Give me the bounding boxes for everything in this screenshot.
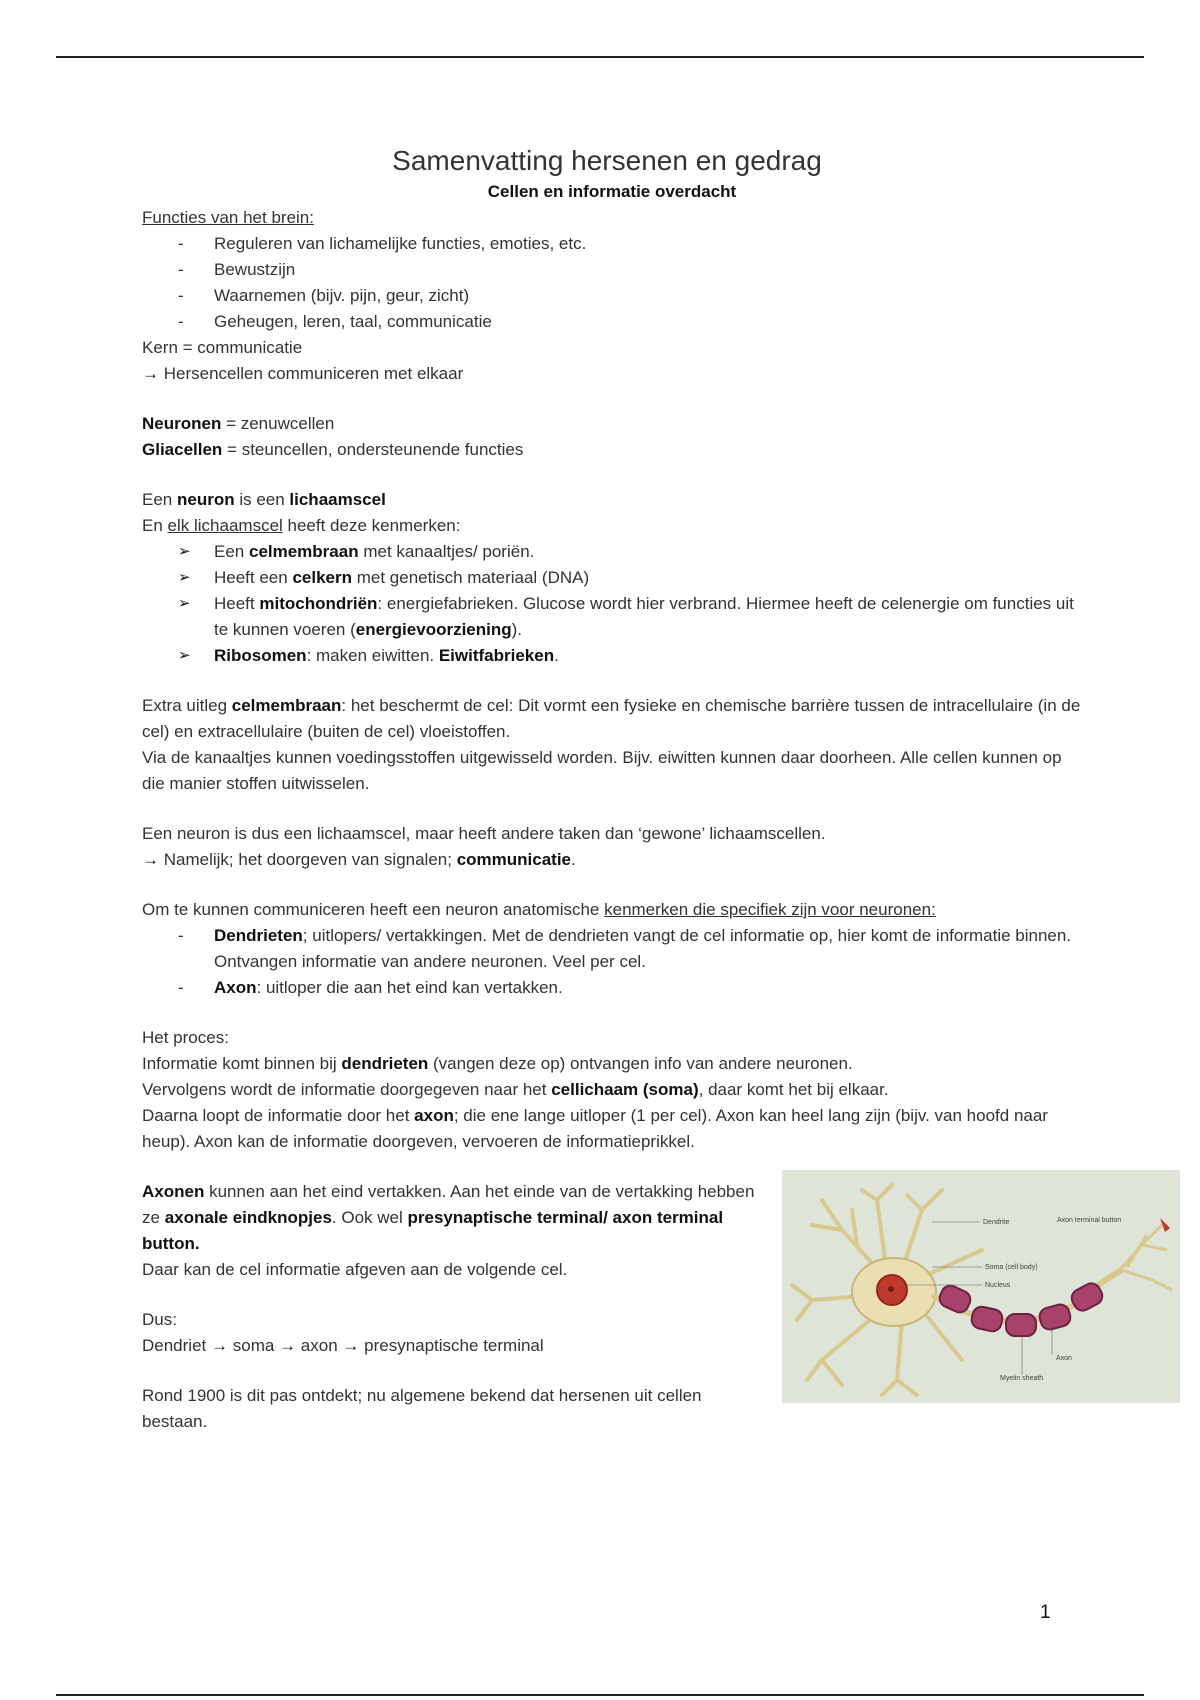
rond-1900: Rond 1900 is dit pas ontdekt; nu algemene bekend dat hersenen uit cellen bestaan.: [142, 1386, 702, 1431]
arrow-icon: →: [279, 1336, 297, 1355]
proces-line-1: Informatie komt binnen bij dendrieten (vangen deze op) ontvangen info van andere neuronen.: [142, 1054, 853, 1073]
list-item: ➢ Heeft een celkern met genetisch materiaal (DNA): [214, 565, 1082, 591]
kern-arrow-line: [142, 361, 1082, 387]
extra-uitleg: Extra uitleg celmembraan: het beschermt de cel: Dit vormt een fysieke en chemische barrière tussen de intracellulaire (in de cel) en extracellulaire (buiten de cel) vloeistoffen.: [142, 696, 1081, 741]
kenmerken-list: [142, 539, 1082, 669]
label-soma: Soma (cell body): [985, 1264, 1038, 1271]
label-myelin: Myelin sheath: [1000, 1375, 1044, 1382]
page-title: Samenvatting hersenen en gedrag: [392, 145, 822, 176]
list-item: - Axon: uitloper die aan het eind kan vertakken.: [214, 975, 1082, 1001]
kern-line: Kern = communicatie: [142, 338, 303, 357]
list-item: - Bewustzijn: [214, 257, 1082, 283]
list-item: ➢ Een celmembraan met kanaaltjes/ poriën.: [214, 539, 1082, 565]
list-item: - Dendrieten; uitlopers/ vertakkingen. Met de dendrieten vangt de cel informatie op, hier komt de informatie binnen. Ontvangen informatie van andere neuronen. Veel per cel.: [214, 923, 1082, 975]
definition: = zenuwcellen: [221, 414, 335, 433]
definition: = steuncellen, ondersteunende functies: [222, 440, 524, 459]
page-number: 1: [1040, 1602, 1051, 1623]
anatomie-list: [142, 923, 1082, 1001]
list-item: ➢ Heeft mitochondriën: energiefabrieken. Glucose wordt hier verbrand. Hiermee heeft de celenergie om functies uit te kunnen voeren (energievoorziening).: [214, 591, 1082, 643]
label-nucleus: Nucleus: [985, 1282, 1011, 1289]
label-dendrite: Dendrite: [983, 1219, 1010, 1226]
dus-chain: Dendriet → soma → axon → presynaptische terminal: [142, 1336, 544, 1355]
kanaaltjes-line: Via de kanaaltjes kunnen voedingsstoffen uitgewisseld worden. Bijv. eiwitten kunnen daar doorheen. Alle cellen kunnen op die manier stoffen uitwisselen.: [142, 748, 1062, 793]
namelijk-line: → Namelijk; het doorgeven van signalen; communicatie.: [142, 850, 576, 869]
label-axon: Axon: [1056, 1355, 1072, 1362]
neuron-dus-line: Een neuron is dus een lichaamscel, maar heeft andere taken dan ‘gewone’ lichaamscellen.: [142, 824, 826, 843]
kenmerken-line: En elk lichaamscel heeft deze kenmerken:: [142, 516, 461, 535]
neuron-illustration: [782, 1170, 1180, 1403]
label-axon-terminal: Axon terminal button: [1057, 1217, 1122, 1224]
dus-heading: Dus:: [142, 1310, 177, 1329]
arrow-icon: →: [342, 1336, 360, 1355]
om-te-line: Om te kunnen communiceren heeft een neuron anatomische kenmerken die specifiek zijn voor neuronen:: [142, 900, 936, 919]
page-subtitle: Cellen en informatie overdacht: [487, 182, 737, 201]
neuronen-line: [142, 411, 1082, 437]
neuron-diagram: [782, 1170, 1180, 1403]
functies-list: [142, 231, 1082, 335]
list-item: - Reguleren van lichamelijke functies, emoties, etc.: [214, 231, 1082, 257]
list-item: ➢ Ribosomen: maken eiwitten. Eiwitfabrieken.: [214, 643, 1082, 669]
myelin-sheath: [937, 1280, 1106, 1336]
list-item: - Waarnemen (bijv. pijn, geur, zicht): [214, 283, 1082, 309]
glia-line: [142, 437, 1082, 463]
proces-line-3: Daarna loopt de informatie door het axon; die ene lange uitloper (1 per cel). Axon kan heel lang zijn (bijv. van hoofd naar heup). Axon kan de informatie doorgeven, vervoeren de informatieprikkel.: [142, 1106, 1048, 1151]
arrow-icon: →: [142, 364, 159, 383]
term: Gliacellen: [142, 440, 223, 459]
header-rule: [56, 56, 1144, 58]
proces-heading: Het proces:: [142, 1028, 229, 1047]
neuron-line: Een neuron is een lichaamscel: [142, 490, 386, 509]
axon-terminal: [1117, 1225, 1172, 1290]
arrow-icon: →: [211, 1336, 228, 1355]
term: Neuronen: [142, 414, 222, 433]
axonen-paragraph: Axonen kunnen aan het eind vertakken. Aan het einde van de vertakking hebben ze axonale eindknopjes. Ook wel presynaptische terminal/ axon terminal button.: [142, 1182, 755, 1253]
kern-arrow-text: Hersencellen communiceren met elkaar: [163, 364, 464, 383]
arrow-icon: →: [142, 850, 159, 869]
functies-heading: Functies van het brein:: [142, 208, 314, 227]
list-item: - Geheugen, leren, taal, communicatie: [214, 309, 1082, 335]
proces-line-2: Vervolgens wordt de informatie doorgegeven naar het cellichaam (soma), daar komt het bij elkaar.: [142, 1080, 889, 1099]
axonen-afgeven: Daar kan de cel informatie afgeven aan de volgende cel.: [142, 1260, 568, 1279]
footer-rule: [56, 1694, 1144, 1696]
axonen-section: [142, 1179, 762, 1435]
